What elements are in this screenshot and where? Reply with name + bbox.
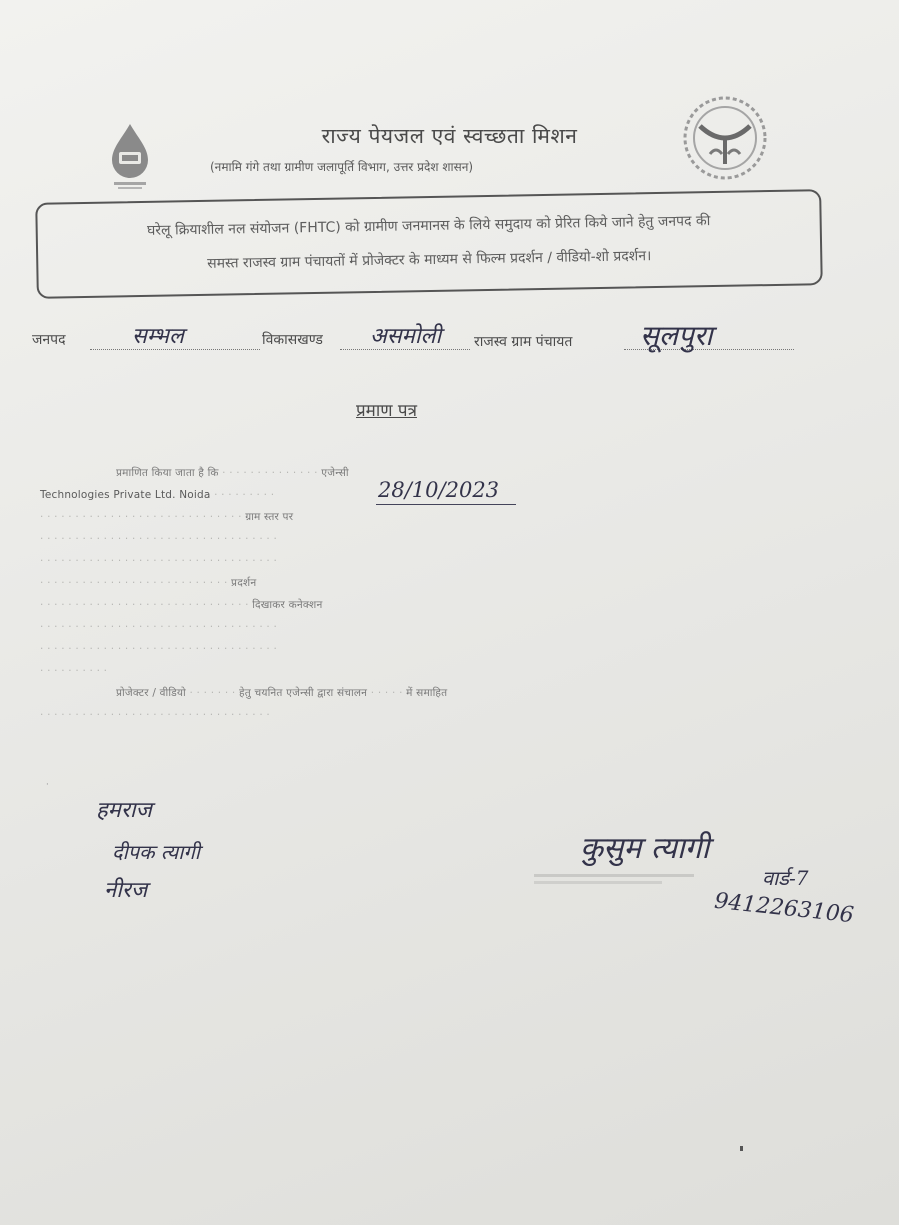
pradhan-designation <box>534 870 694 888</box>
date-underline <box>376 504 516 505</box>
body-fragment: में समाहित <box>406 687 448 699</box>
body-fragment: एजेन्सी <box>321 467 349 479</box>
gram-panchayat-value: सूलपुरा <box>640 319 713 352</box>
gram-panchayat-label: राजस्व ग्राम पंचायत <box>474 334 573 350</box>
company-name: Technologies Private Ltd. Noida <box>40 489 211 501</box>
certificate-title: प्रमाण पत्र <box>356 401 417 421</box>
janpad-label: जनपद <box>32 332 66 348</box>
banner-line-1: घरेलू क्रियाशील नल संयोजन (FHTC) को ग्रामीण जनमानस के लिये समुदाय को प्रेरित किये जाने हेतु जनपद की <box>146 213 711 239</box>
janpad-value: सम्भल <box>132 324 184 349</box>
witness-1-signature: हमराज <box>96 798 152 823</box>
banner-line-2: समस्त राजस्व ग्राम पंचायतों में प्रोजेक्टर के माध्यम से फिल्म प्रदर्शन / वीडियो-शो प्रदर्शन। <box>207 248 652 272</box>
mission-title: राज्य पेयजल एवं स्वच्छता मिशन <box>321 124 578 148</box>
pradhan-signature: कुसुम त्यागी <box>580 831 710 866</box>
body-fragment: प्रोजेक्टर / वीडियो <box>116 687 186 699</box>
subject-banner <box>35 189 823 299</box>
ink-mark <box>740 1146 743 1151</box>
vikaskhand-value: असमोली <box>370 324 442 349</box>
department-subtitle: (नमामि गंगे तथा ग्रामीण जलापूर्ति विभाग, उत्तर प्रदेश शासन) <box>210 160 474 174</box>
body-fragment: प्रमाणित किया जाता है कि <box>116 467 219 479</box>
handwritten-date: 28/10/2023 <box>378 478 500 502</box>
body-fragment: प्रदर्शन <box>231 577 257 589</box>
body-fragment: दिखाकर कनेक्शन <box>252 599 323 611</box>
vikaskhand-label: विकासखण्ड <box>262 332 323 348</box>
body-fragment: ग्राम स्तर पर <box>245 511 294 523</box>
witness-3-signature: नीरज <box>104 878 148 903</box>
witness-2-signature: दीपक त्यागी <box>112 840 200 864</box>
witness-marker: · <box>46 780 49 790</box>
certificate-body: प्रमाणित किया जाता है कि · · · · · · · · · · · · · · एजेन्सी Technologies Private Ltd. Noida · · · · · · · · · · · · · · · · · · · · · · · · · · · · · · · · · · · · · · ग्राम स्तर पर · · · · · · · · · · · · · · · · · · · · · · · · · · · · · · · · · · · · · · · · · · · · · · · · · · · · · · · · · · · · · · · · · · · · · · · · · · · · · · · · · · · · · · · · · · · · · · · प्रदर्शन · · · · · · · · · · · · · · · · · · · · · · · · · · · · · · दिखाकर कनेक्शन · · · · · · · · · · · · · · · · · · · · · · · · · · · · · · · · · · · · · · · · · · · · · · · · · · · · · · · · · · · · · · · · · · · · · · · · · · · · · · प्रोजेक्टर / वीडियो · · · · · · · हेतु चयनित एजेन्सी द्वारा संचालन · · · · · में समाहित · · · · · · · · · · · · · · · · · · · · · · · · · · · · · · · · · <box>40 467 448 721</box>
body-fragment: हेतु चयनित एजेन्सी द्वारा संचालन <box>239 687 368 699</box>
phone-number: 9412263106 <box>713 888 855 929</box>
ward-number: वार्ड-7 <box>762 866 809 890</box>
